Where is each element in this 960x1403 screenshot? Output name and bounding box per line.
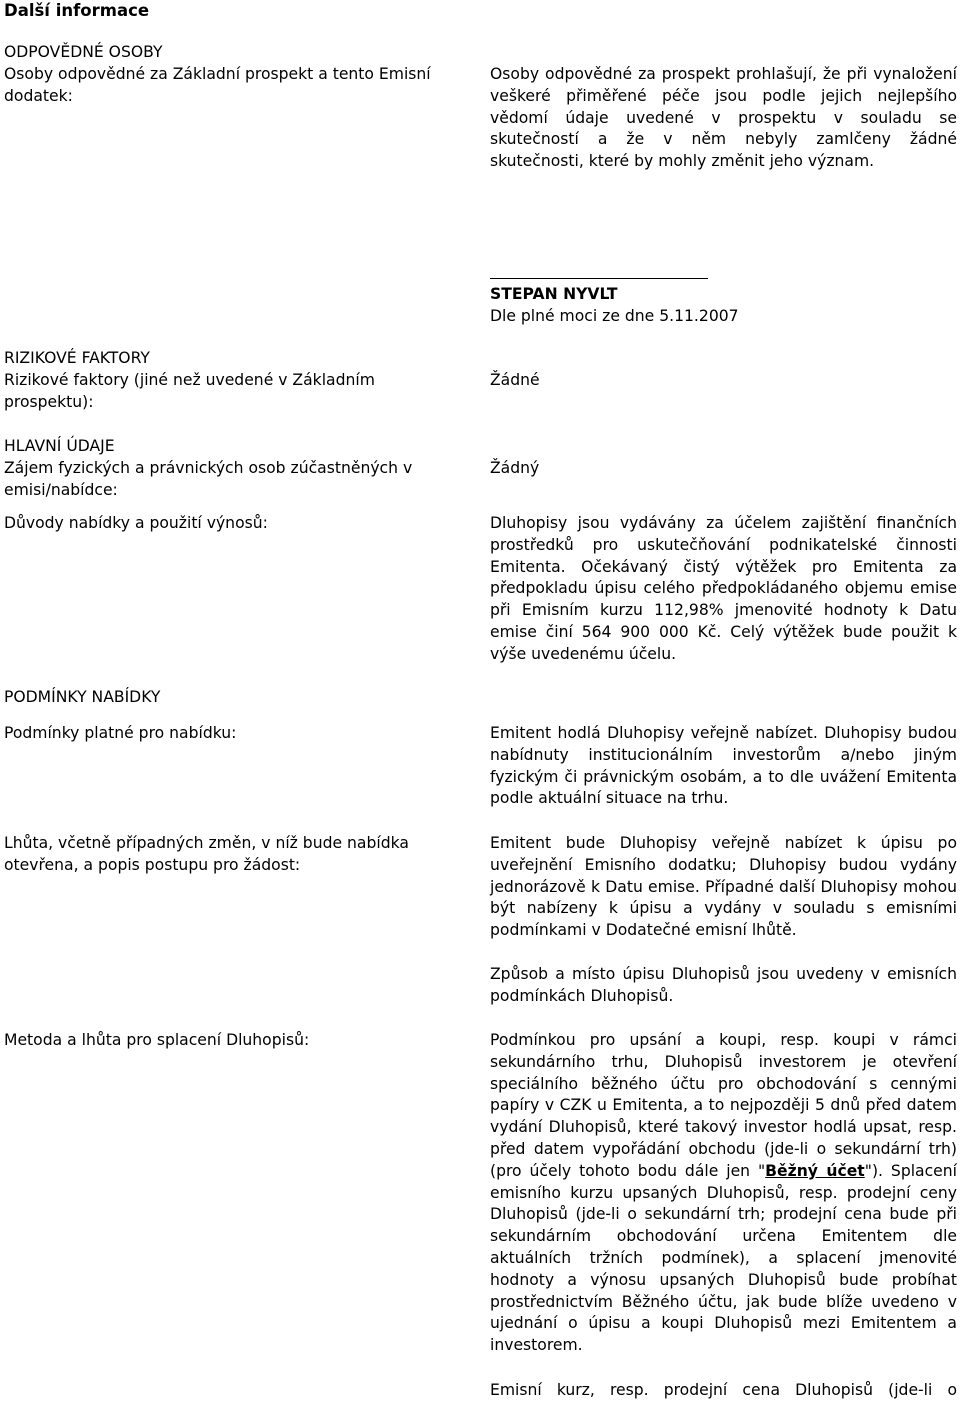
method-text: Způsob a místo úpisu Dluhopisů jsou uvedeny v emisních podmínkách Dluhopisů. bbox=[490, 965, 957, 1005]
section-key-info bbox=[4, 436, 424, 501]
period-label: Lhůta, včetně případných změn, v níž bude nabídka otevřena, a popis postupu pro žádost: bbox=[4, 834, 409, 874]
reasons-text: Dluhopisy jsou vydávány za účelem zajištění finančních prostředků pro uskutečňování podnikatelské činnosti Emitenta. Očekávaný čistý výtěžek pro Emitenta za předpokladu úpisu celého předpokládaného objemu emise při Emisním kurzu 112,98% jmenovité hodnoty k Datu emise činí 564 900 000 Kč. Celý výtěžek bude použit k výše uvedenému účelu. bbox=[490, 514, 957, 663]
payment-text-part-1: Podmínkou pro upsání a koupi, resp. koupi v rámci sekundárního trhu, Dluhopisů investorem je otevření speciálního běžného účtu pro obchodování s cennými papíry v CZK u Emitenta, a to nejpozději 5 dnů před datem vydání Dluhopisů, které takový investor hodlá upsat, resp. před datem vypořádání obchodu (jde-li o sekundární trh) (pro účely tohoto bodu dále jen " bbox=[490, 1031, 957, 1180]
section-heading-offer: PODMÍNKY NABÍDKY bbox=[4, 688, 161, 706]
conditions-text: Emitent hodlá Dluhopisy veřejně nabízet. Dluhopisy budou nabídnuty institucionálním investorům a/nebo jiným fyzickým či právnickým osobám, a to dle uvážení Emitenta podle aktuální situace na trhu. bbox=[490, 724, 957, 808]
signature-note: Dle plné moci ze dne 5.11.2007 bbox=[490, 306, 739, 325]
page-title: Další informace bbox=[4, 1, 150, 20]
period-text: Emitent bude Dluhopisy veřejně nabízet k úpisu po uveřejnění Emisního dodatku; Dluhopisy budou vydány jednorázově k Datu emise. Případné další Dluhopisy mohou být nabízeny k úpisu a vydány v souladu s emisními podmínkami v Dodatečné emisní lhůtě. bbox=[490, 834, 957, 940]
interest-value: Žádný bbox=[490, 459, 540, 477]
section-heading-key-info: HLAVNÍ ÚDAJE bbox=[4, 437, 115, 455]
interest-label: Zájem fyzických a právnických osob zúčastněných v emisi/nabídce: bbox=[4, 458, 413, 499]
responsible-statement: Osoby odpovědné za prospekt prohlašují, že při vynaložení veškeré přiměřené péče jsou podle jejich nejlepšího vědomí údaje uvedené v prospektu v souladu se skutečností a že v něm nebyly zamlčeny žádné skutečnosti, které by mohly změnit jeho význam. bbox=[490, 65, 957, 171]
payment-term-bold: Běžný účet bbox=[765, 1161, 865, 1180]
payment-label: Metoda a lhůta pro splacení Dluhopisů: bbox=[4, 1031, 310, 1049]
payment-text bbox=[490, 1030, 957, 1357]
responsible-label: Osoby odpovědné za Základní prospekt a tento Emisní dodatek: bbox=[4, 64, 431, 105]
section-responsible bbox=[4, 42, 444, 107]
price-text: Emisní kurz, resp. prodejní cena Dluhopisů (jde-li o bbox=[490, 1381, 957, 1399]
conditions-label: Podmínky platné pro nabídku: bbox=[4, 724, 237, 742]
risk-label: Rizikové faktory (jiné než uvedené v Základním prospektu): bbox=[4, 370, 375, 411]
reasons-label: Důvody nabídky a použití výnosů: bbox=[4, 514, 268, 532]
payment-text-part-2: "). Splacení emisního kurzu upsaných Dluhopisů, resp. prodejní ceny Dluhopisů (jde-li o sekundární trh; prodejní cena bude při sekundárním obchodování určena Emitentem dle aktuálních tržních podmínek), a splacení jmenovité hodnoty a výnosu upsaných Dluhopisů bude probíhat prostřednictvím Běžného účtu, jak bude blíže uvedeno v ujednání o úpisu a koupi Dluhopisů mezi Emitentem a investorem. bbox=[490, 1161, 957, 1355]
section-heading-risk: RIZIKOVÉ FAKTORY bbox=[4, 349, 150, 367]
risk-value: Žádné bbox=[490, 371, 540, 389]
signature-block bbox=[490, 284, 957, 328]
signature-name: STEPAN NYVLT bbox=[490, 285, 618, 303]
section-heading-responsible: ODPOVĚDNÉ OSOBY bbox=[4, 43, 163, 61]
signature-line bbox=[490, 278, 708, 279]
section-risk bbox=[4, 348, 424, 413]
